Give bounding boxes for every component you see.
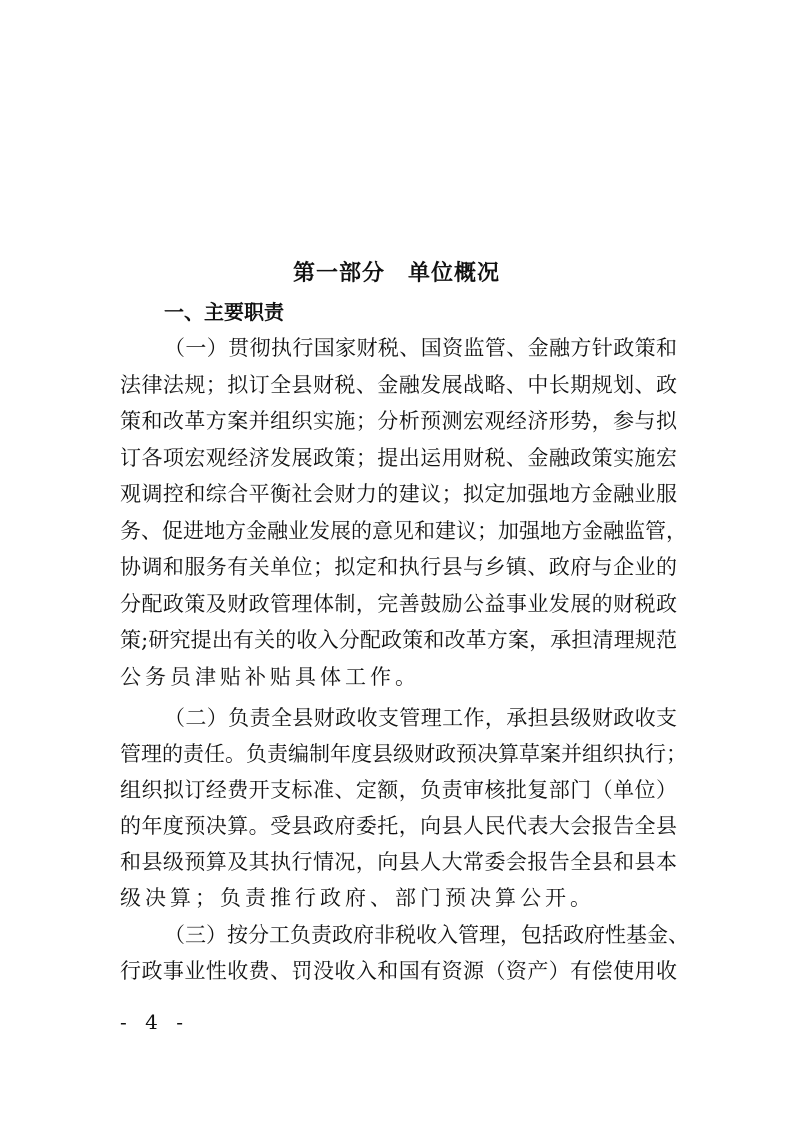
text-line: 订各项宏观经济发展政策；提出运用财税、金融政策实施宏	[120, 446, 677, 470]
text-line: 和县级预算及其执行情况，向县人大常委会报告全县和县本	[120, 850, 677, 874]
page-title: 第一部分 单位概况	[292, 261, 500, 286]
text-line: 组织拟订经费开支标准、定额，负责审核批复部门（单位）	[120, 778, 677, 802]
text-line: （二）负责全县财政收支管理工作，承担县级财政收支	[164, 706, 677, 730]
text-line: 的年度预决算。受县政府委托，向县人民代表大会报告全县	[120, 814, 677, 838]
text-line: 策;研究提出有关的收入分配政策和改革方案，承担清理规范	[120, 628, 677, 652]
page-number: - 4 -	[120, 1010, 189, 1034]
text-line: 观调控和综合平衡社会财力的建议；拟定加强地方金融业服	[120, 482, 677, 506]
text-line: 公务员津贴补贴具体工作。	[120, 665, 420, 689]
text-line: 策和改革方案并组织实施；分析预测宏观经济形势，参与拟	[120, 409, 677, 433]
text-line: 协调和服务有关单位；拟定和执行县与乡镇、政府与企业的	[120, 555, 677, 579]
section-heading: 一、主要职责	[164, 300, 284, 324]
text-line: 分配政策及财政管理体制，完善鼓励公益事业发展的财税政	[120, 592, 677, 616]
text-line: （一）贯彻执行国家财税、国资监管、金融方针政策和	[164, 336, 677, 360]
text-line: 务、促进地方金融业发展的意见和建议；加强地方金融监管，	[120, 519, 687, 543]
text-line: （三）按分工负责政府非税收入管理，包括政府性基金、	[164, 923, 689, 947]
text-line: 管理的责任。负责编制年度县级财政预决算草案并组织执行；	[120, 742, 687, 766]
text-line: 行政事业性收费、罚没收入和国有资源（资产）有偿使用收	[120, 959, 677, 983]
text-line: 级决算；负责推行政府、部门预决算公开。	[120, 886, 595, 910]
text-line: 法律法规；拟订全县财税、金融发展战略、中长期规划、政	[120, 373, 677, 397]
